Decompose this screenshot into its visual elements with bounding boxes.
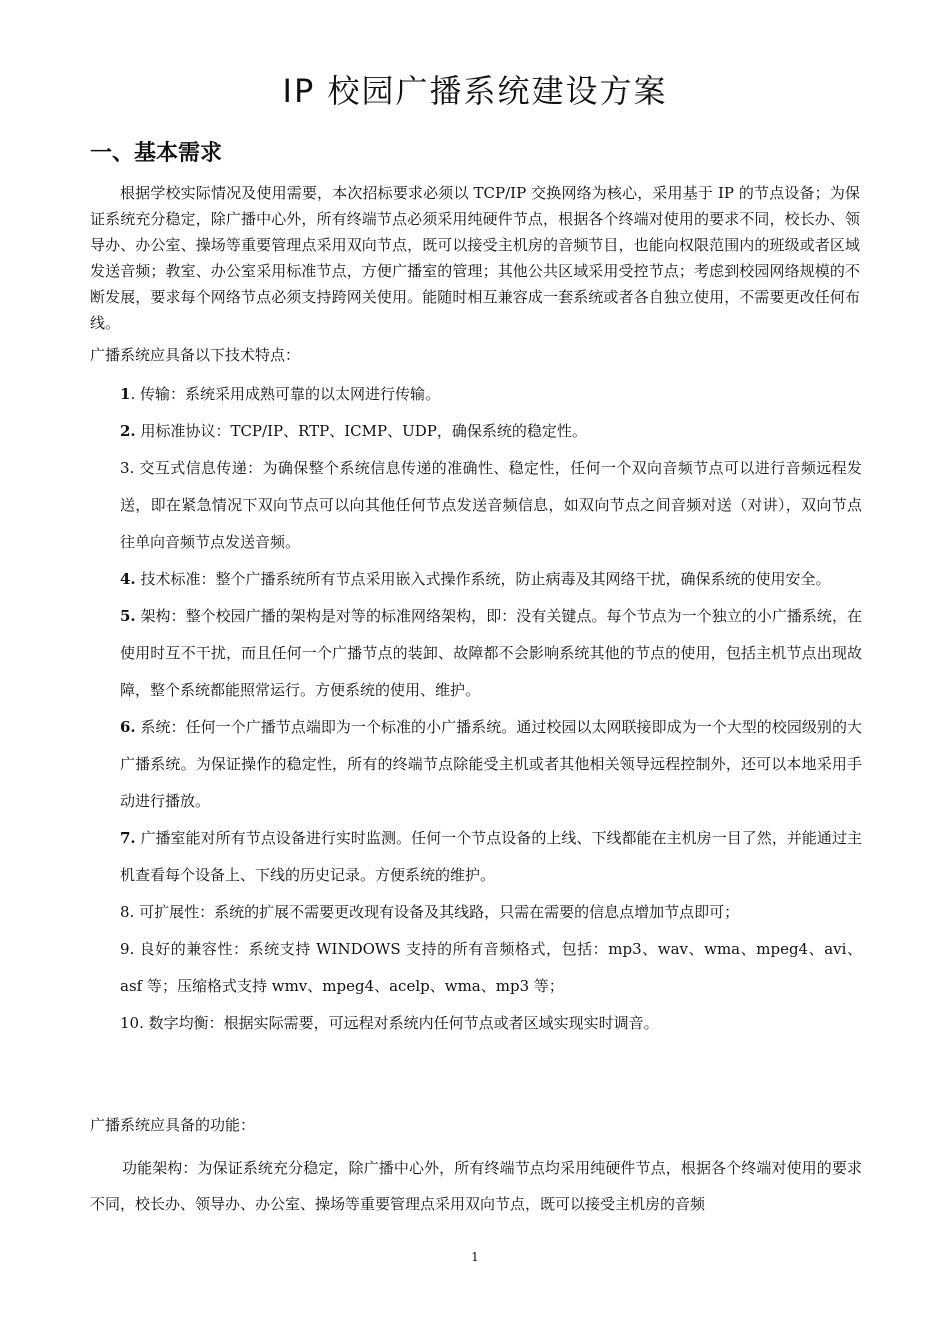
section-heading-basic-requirements: 一、基本需求 — [90, 141, 223, 166]
feature-text: 技术标准：整个广播系统所有节点采用嵌入式操作系统，防止病毒及其网络干扰，确保系统的使用安全。 — [135, 570, 831, 588]
feature-text: . 传输：系统采用成熟可靠的以太网进行传输。 — [130, 385, 440, 403]
feature-item — [90, 820, 862, 894]
feature-item — [90, 413, 862, 450]
feature-number: 4. — [120, 570, 136, 588]
page-number: 1 — [471, 1250, 479, 1264]
feature-item — [90, 1005, 862, 1042]
feature-number: 3. — [120, 459, 135, 477]
feature-number: 10 — [120, 1014, 140, 1032]
feature-number: 9 — [120, 940, 130, 958]
feature-text: 可扩展性：系统的扩展不需要更改现有设备及其线路，只需在需要的信息点增加节点即可； — [134, 903, 740, 921]
feature-number: 8. — [120, 903, 135, 921]
feature-text: 架构：整个校园广播的架构是对等的标准网络架构，即：没有关键点。每个节点为一个独立的小广播系统，在使用时互不干扰，而且任何一个广播节点的装卸、故障都不会影响系统其他的节点的使用，包括主机节点出现故障，整个系统都能照常运行。方便系统的使用、维护。 — [120, 607, 862, 699]
intro-paragraph: 根据学校实际情况及使用需要，本次招标要求必须以 TCP/IP 交换网络为核心，采用基于 IP 的节点设备；为保证系统充分稳定，除广播中心外，所有终端节点必须采用纯硬件节点，根据各个终端对使用的要求不同，校长办、领导办、办公室、操场等重要管理点采用双向节点，既可以接受主机房的音频节目，也能向权限范围内的班级或者区域发送音频；教室、办公室采用标准节点，方便广播室的管理；其他公共区域采用受控节点；考虑到校园网络规模的不断发展，要求每个网络节点必须支持跨网关使用。能随时相互兼容成一套系统或者各自独立使用，不需要更改任何布线。 — [90, 184, 860, 332]
feature-number: 5. — [120, 607, 136, 625]
feature-item — [90, 598, 862, 709]
feature-number: 7. — [120, 829, 136, 847]
feature-number: 2. — [120, 422, 136, 440]
functions-intro: 广播系统应具备的功能： — [90, 1116, 256, 1134]
functions-paragraph: 功能架构：为保证系统充分稳定，除广播中心外，所有终端节点均采用纯硬件节点，根据各个终端对使用的要求不同，校长办、领导办、办公室、操场等重要管理点采用双向节点，既可以接受主机房的音频 — [90, 1159, 862, 1213]
feature-item — [90, 561, 862, 598]
feature-number: 6. — [120, 718, 136, 736]
feature-item — [90, 450, 862, 561]
features-intro: 广播系统应具备以下技术特点： — [90, 346, 301, 364]
feature-text: 交互式信息传递：为确保整个系统信息传递的准确性、稳定性，任何一个双向音频节点可以进行音频远程发送，即在紧急情况下双向节点可以向其他任何节点发送音频信息，如双向节点之间音频对送（对讲），双向节点往单向音频节点发送音频。 — [120, 459, 862, 551]
feature-text: . 数字均衡：根据实际需要，可远程对系统内任何节点或者区域实现实时调音。 — [139, 1014, 659, 1032]
feature-text: 用标准协议：TCP/IP、RTP、ICMP、UDP，确保系统的稳定性。 — [135, 422, 587, 440]
feature-item — [90, 931, 862, 1005]
feature-number: 1 — [120, 385, 131, 403]
features-list — [90, 376, 862, 1042]
feature-item — [90, 376, 862, 413]
document-title: IP 校园广播系统建设方案 — [282, 72, 668, 110]
feature-item — [90, 709, 862, 820]
feature-item — [90, 894, 862, 931]
feature-text: 系统：任何一个广播节点端即为一个标准的小广播系统。通过校园以太网联接即成为一个大型的校园级别的大广播系统。为保证操作的稳定性，所有的终端节点除能受主机或者其他相关领导远程控制外，还可以本地采用手动进行播放。 — [120, 718, 862, 810]
feature-text: . 良好的兼容性：系统支持 WINDOWS 支持的所有音频格式，包括：mp3、wav、wma、mpeg4、avi、asf 等；压缩格式支持 wmv、mpeg4、acelp、wma、mp3 等； — [120, 940, 862, 995]
feature-text: 广播室能对所有节点设备进行实时监测。任何一个节点设备的上线、下线都能在主机房一目了然，并能通过主机查看每个设备上、下线的历史记录。方便系统的维护。 — [120, 829, 862, 884]
